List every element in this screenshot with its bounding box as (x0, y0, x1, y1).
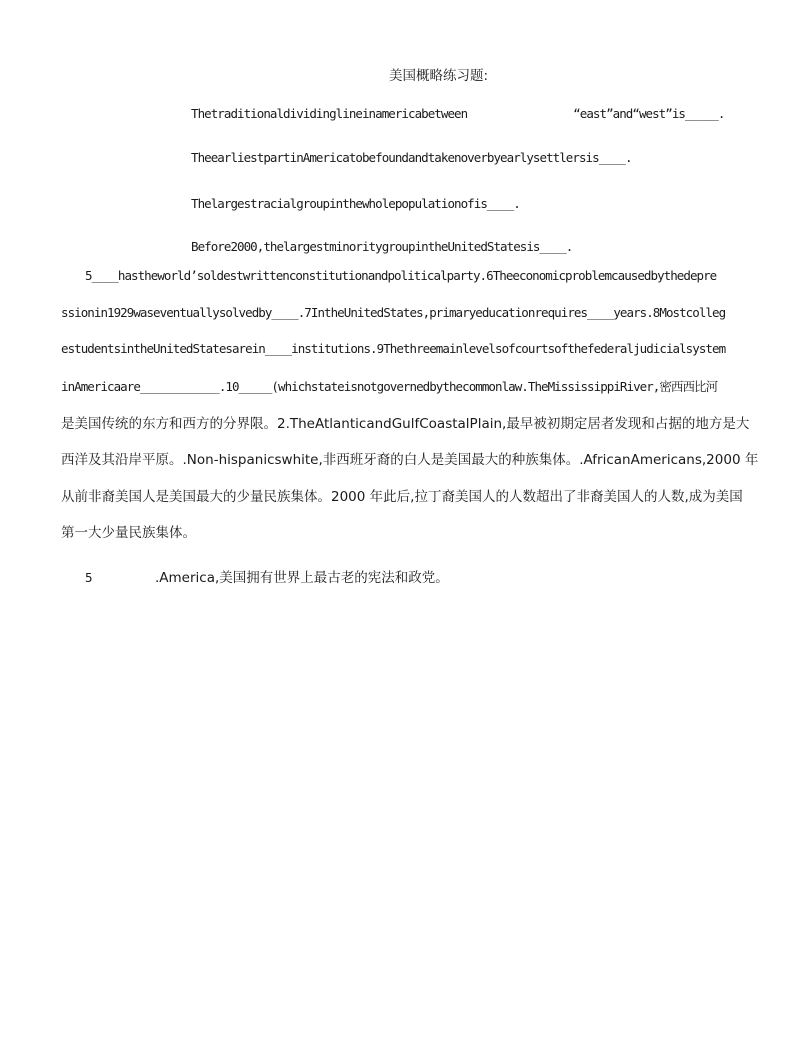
last-line-number: 5 (85, 570, 92, 585)
body-line-6: 西洋及其沿岸平原。.Non-hispanicswhite,非西班牙裔的白人是美国最大的种族集体。.AfricanAmericans,2000 年 (61, 452, 759, 468)
question-2: TheearliestpartinAmericatobefoundandtakenoverbyearlysettlersis____. (191, 150, 632, 165)
page-title: 美国概略练习题: (389, 68, 489, 84)
body-line-8: 第一大少量民族集体。 (61, 525, 196, 541)
question-4: Before2000,thelargestminoritygroupintheUnitedStatesis____. (191, 239, 573, 254)
question-1 (191, 104, 724, 124)
question-1-part1: Thetraditionaldividinglineinamericabetween (191, 106, 468, 121)
question-1-part2: “east”and“west”is_____. (573, 106, 725, 121)
last-line (85, 568, 449, 588)
last-line-text: .America,美国拥有世界上最古老的宪法和政党。 (155, 570, 449, 586)
body-line-1: 5____hastheworld’soldestwrittenconstitutionandpoliticalparty.6Theeconomicproblemcausedbythedepre (85, 268, 717, 283)
body-line-2: ssionin1929waseventuallysolvedby____.7IntheUnitedStates,primaryeducationrequires____years.8Mostcolleg (61, 305, 726, 320)
body-line-4: inAmericaare____________.10_____(whichstateisnotgovernedbythecommonlaw.TheMississippiRiver,密西西比河 (61, 379, 718, 394)
body-line-5: 是美国传统的东方和西方的分界限。2.TheAtlanticandGulfCoastalPlain,最早被初期定居者发现和占据的地方是大 (61, 416, 750, 432)
body-line-7: 从前非裔美国人是美国最大的少量民族集体。2000 年此后,拉丁裔美国人的人数超出了非裔美国人的人数,成为美国 (61, 489, 743, 505)
body-line-3: estudentsintheUnitedStatesarein____institutions.9Thethreemainlevelsofcourtsofthefederaljudicialsystem (61, 341, 726, 356)
question-3: Thelargestracialgroupinthewholepopulationofis____. (191, 196, 520, 211)
